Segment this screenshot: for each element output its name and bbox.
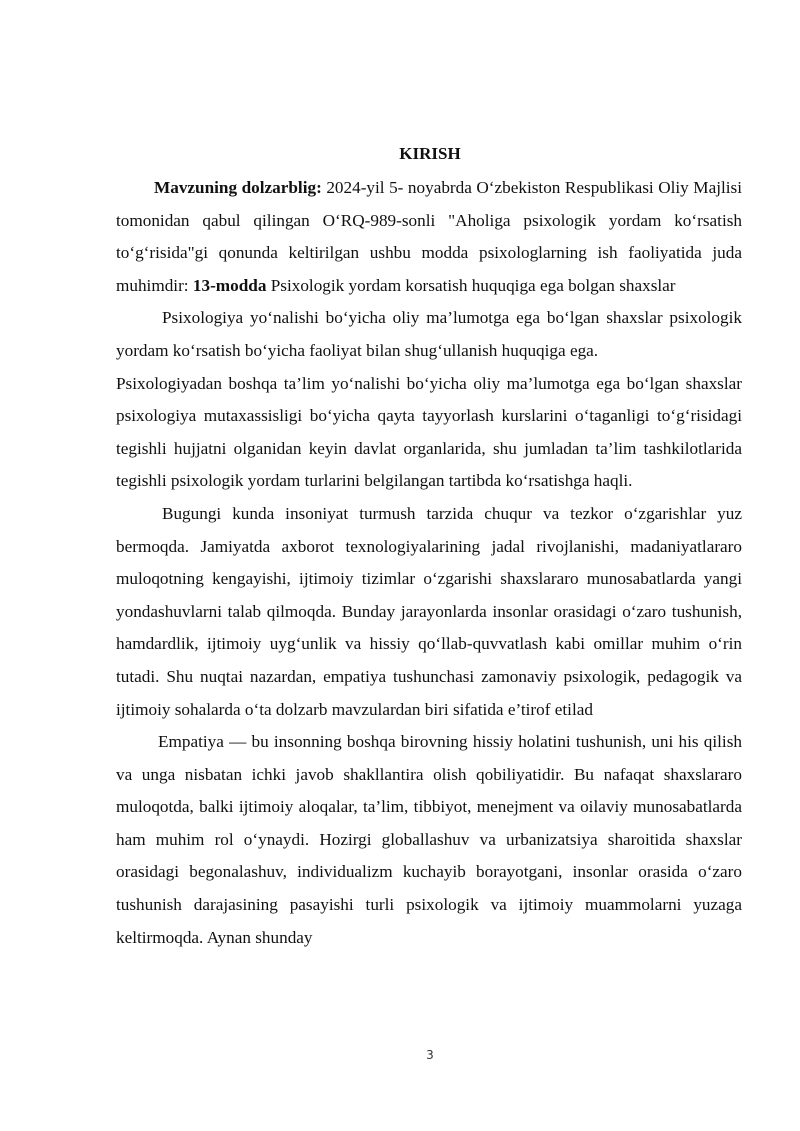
page-number: 3 [426,1048,434,1062]
paragraph-empathy-definition: Empatiya — bu insonning boshqa birovning hissiy holatini tushunish, uni his qilish va unga nisbatan ichki javob shakllantira olish qobiliyatidir. Bu nafaqat shaxslararo muloqotda, balki ijtimoiy aloqalar, ta’lim, tibbiyot, menejment va oilaviy munosabatlarda ham muhim rol o‘ynaydi. Hozirgi globallashuv va urbanizatsiya sharoitida shaxslar orasidagi begonalashuv, individualizm kuchayib borayotgani, insonlar orasida o‘zaro tushunish darajasining pasayishi turli psixologik va ijtimoiy muammolarni yuzaga keltirmoqda. Aynan shunday [116,732,742,947]
paragraph-psychology-graduates: Psixologiya yo‘nalishi bo‘yicha oliy ma’lumotga ega bo‘lgan shaxslar psixologik yordam ko‘rsatish bo‘yicha faoliyat bilan shug‘ullanish huquqiga ega. [116,308,742,360]
paragraph-relevance [116,172,742,302]
section-title: KIRISH [399,144,461,163]
article-label: 13-modda [192,275,267,295]
relevance-text: 2024-yil 5- noyabrda O‘zbekiston Respublikasi Oliy Majlisi tomonidan qabul qilingan O‘RQ-989-sonli "Aholiga psixologik yordam ko‘rsatish to‘g‘risida"gi qonunda keltirilgan ushbu modda psixologlarning ish faoliyatida juda muhimdir: [116,178,742,295]
relevance-lead: Mavzuning dolzarblig: [154,178,322,197]
document-body [116,172,742,954]
relevance-text-end: Psixologik yordam korsatish huquqiga ega bolgan shaxslar [266,275,676,295]
paragraph-modern-changes: Bugungi kunda insoniyat turmush tarzida chuqur va tezkor o‘zgarishlar yuz bermoqda. Jamiyatda axborot texnologiyalarining jadal rivojlanishi, madaniyatlararo muloqotning kengayishi, ijtimoiy tizimlar o‘zgarishi shaxslararo munosabatlarda yangi yondashuvlarni talab qilmoqda. Bunday jarayonlarda insonlar orasidagi o‘zaro tushunish, hamdardlik, ijtimoiy uyg‘unlik va hissiy qo‘llab-quvvatlash kabi omillar muhim o‘rin tutadi. Shu nuqtai nazardan, empatiya tushunchasi zamonaviy psixologik, pedagogik va ijtimoiy sohalarda o‘ta dolzarb mavzulardan biri sifatida e’tirof etilad [116,503,742,719]
paragraph-other-graduates: Psixologiyadan boshqa ta’lim yo‘nalishi bo‘yicha oliy ma’lumotga ega bo‘lgan shaxslar psixologiya mutaxassisligi bo‘yicha qayta tayyorlash kurslarini o‘taganligi to‘g‘risidagi tegishli hujjatni olganidan keyin davlat organlarida, shu jumladan ta’lim tashkilotlarida tegishli psixologik yordam turlarini belgilangan tartibda ko‘rsatishga haqli. [116,373,742,491]
